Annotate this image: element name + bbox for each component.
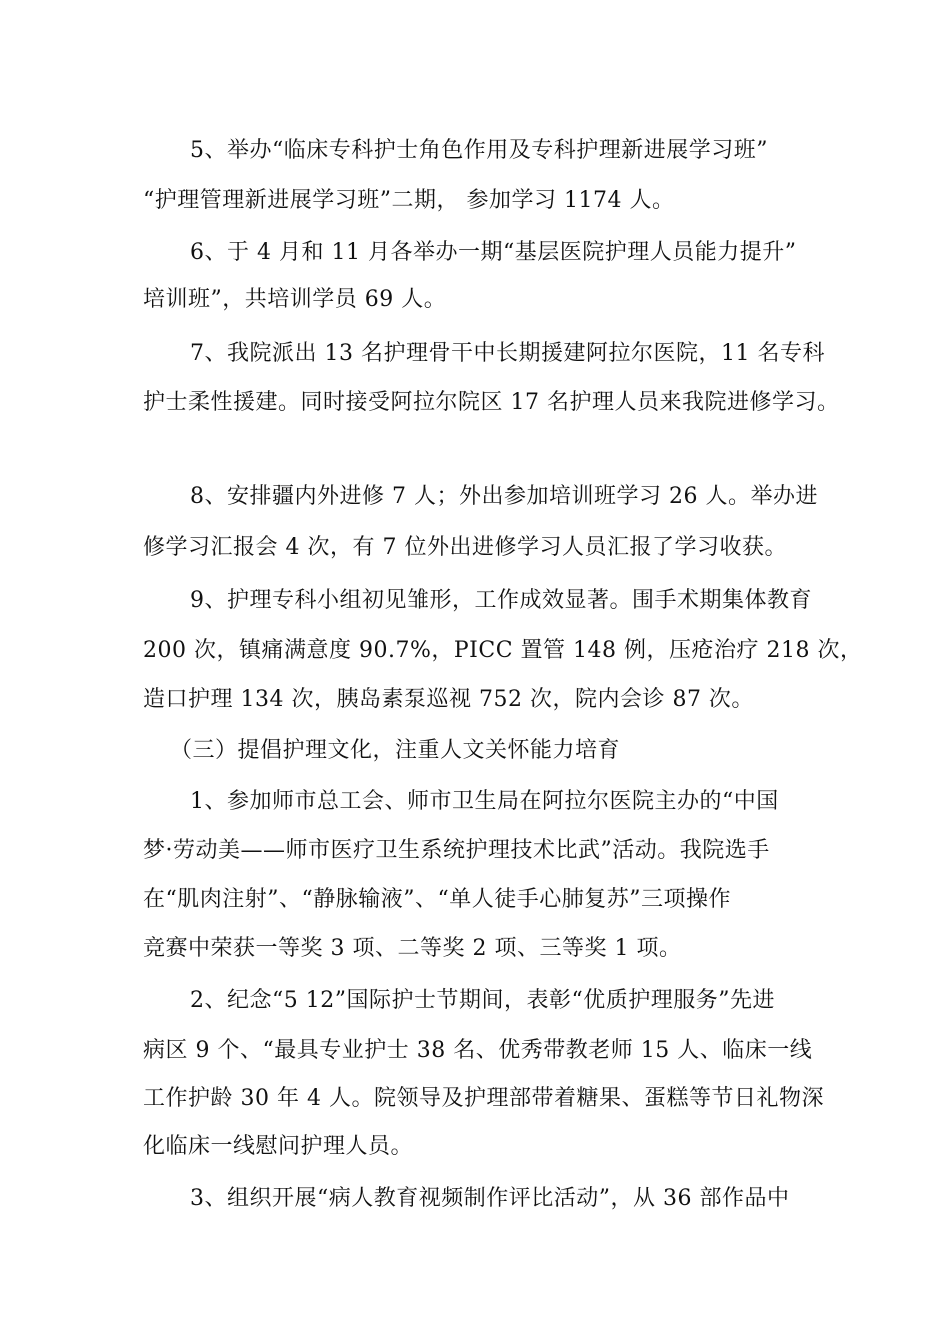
text-line-4: 培训班”，共培训学员 69 人。 xyxy=(143,287,447,312)
text-line-5: 7、我院派出 13 名护理骨干中长期援建阿拉尔医院，11 名专科 xyxy=(190,341,825,366)
text-line-7: 8、安排疆内外进修 7 人；外出参加培训班学习 26 人。举办进 xyxy=(190,484,818,509)
text-line-18: 病区 9 个、“最具专业护士 38 名、优秀带教老师 15 人、临床一线 xyxy=(143,1038,813,1063)
text-line-1: 5、举办“临床专科护士角色作用及专科护理新进展学习班” xyxy=(190,138,768,163)
text-line-14: 梦·劳动美——师市医疗卫生系统护理技术比武”活动。我院选手 xyxy=(143,838,770,863)
text-line-19: 工作护龄 30 年 4 人。院领导及护理部带着糖果、蛋糕等节日礼物深 xyxy=(143,1086,824,1111)
text-line-6: 护士柔性援建。同时接受阿拉尔院区 17 名护理人员来我院进修学习。 xyxy=(143,390,840,415)
text-line-8: 修学习汇报会 4 次，有 7 位外出进修学习人员汇报了学习收获。 xyxy=(143,535,787,560)
text-line-21: 3、组织开展“病人教育视频制作评比活动”，从 36 部作品中 xyxy=(190,1186,790,1211)
text-line-17: 2、纪念“5 12”国际护士节期间，表彰“优质护理服务”先进 xyxy=(190,988,775,1013)
text-line-11: 造口护理 134 次，胰岛素泵巡视 752 次，院内会诊 87 次。 xyxy=(143,687,754,712)
text-line-2: “护理管理新进展学习班”二期， 参加学习 1174 人。 xyxy=(143,188,675,213)
text-line-10: 200 次，镇痛满意度 90.7%，PICC 置管 148 例，压疮治疗 218 次， xyxy=(143,638,863,663)
text-line-9: 9、护理专科小组初见雏形，工作成效显著。围手术期集体教育 xyxy=(190,588,812,613)
text-line-16: 竞赛中荣获一等奖 3 项、二等奖 2 项、三等奖 1 项。 xyxy=(143,936,682,961)
section-heading: （三）提倡护理文化，注重人文关怀能力培育 xyxy=(170,738,621,763)
text-line-3: 6、于 4 月和 11 月各举办一期“基层医院护理人员能力提升” xyxy=(190,240,797,265)
text-line-20: 化临床一线慰问护理人员。 xyxy=(143,1134,414,1159)
text-line-13: 1、参加师市总工会、师市卫生局在阿拉尔医院主办的“中国 xyxy=(190,789,779,814)
text-line-15: 在“肌肉注射”、“静脉输液”、“单人徒手心肺复苏”三项操作 xyxy=(143,887,731,912)
